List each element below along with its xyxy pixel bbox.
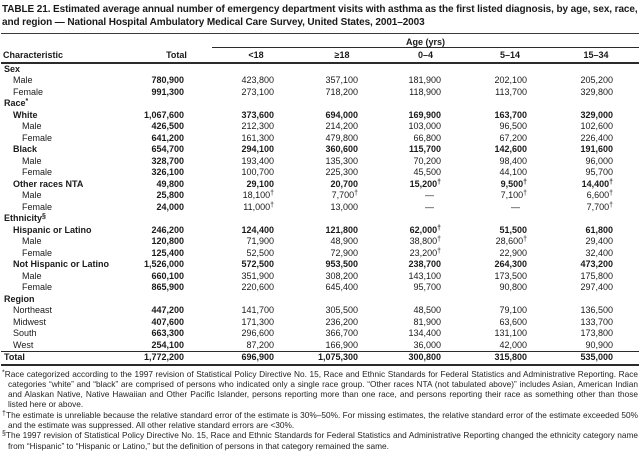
value-cell bbox=[467, 98, 553, 110]
value-cell bbox=[467, 213, 553, 225]
value-cell: 121,800 bbox=[325, 224, 358, 235]
value-cell: 98,400 bbox=[499, 155, 527, 166]
value-cell: 641,200 bbox=[151, 132, 184, 143]
value-cell: 296,600 bbox=[241, 328, 274, 338]
value-cell: 141,700 bbox=[241, 305, 274, 315]
value-cell: 1,075,300 bbox=[300, 352, 384, 365]
value-cell: 95,700 bbox=[413, 282, 441, 292]
value-cell: 225,300 bbox=[325, 167, 358, 177]
value-cell: 246,200 bbox=[151, 224, 184, 235]
row-label: Male bbox=[22, 155, 42, 166]
value-cell: 38,800† bbox=[409, 236, 441, 246]
value-cell: 991,300 bbox=[151, 86, 184, 97]
value-cell: 120,800 bbox=[151, 236, 184, 246]
footnote-marker: * bbox=[25, 98, 29, 105]
value-cell bbox=[467, 63, 553, 76]
table-row bbox=[1, 248, 639, 260]
value-cell: 193,400 bbox=[241, 155, 274, 166]
row-label: Ethnicity§ bbox=[4, 213, 46, 223]
value-cell: 136,500 bbox=[580, 305, 614, 315]
value-cell: 96,000 bbox=[585, 155, 614, 166]
value-cell bbox=[212, 294, 300, 306]
value-cell: 315,800 bbox=[467, 352, 553, 365]
value-cell: 654,700 bbox=[151, 144, 184, 154]
value-cell: 6,600† bbox=[586, 190, 614, 200]
table-row bbox=[1, 259, 639, 271]
value-cell: 294,100 bbox=[241, 144, 274, 154]
group-header-row bbox=[1, 294, 639, 306]
table-row bbox=[1, 317, 639, 329]
row-label: West bbox=[13, 339, 34, 350]
col-header-characteristic: Characteristic bbox=[1, 48, 141, 63]
value-cell: 48,900 bbox=[330, 236, 358, 246]
footnote-race-text: Race categorized according to the 1997 revision of Statistical Policy Directive No. 15, Race and Ethnic Standards for Federal Statistics and Administrative Reporting. Race categories “white” and “black” are comprised of persons who indicated only a single race group. “Other races NTA (not tabulated above)” includes Asian, American Indian and Alaskan Native, Native Hawaiian and Other Pacific Islander, persons reporting more than one race, and persons reporting their race as something other than those listed here or above. bbox=[4, 368, 638, 410]
row-label: Female bbox=[22, 201, 53, 212]
value-cell: 166,900 bbox=[325, 339, 358, 350]
age-group-spacer bbox=[1, 34, 212, 48]
footnote-ethnicity-marker: § bbox=[2, 430, 6, 438]
value-cell: 143,100 bbox=[408, 270, 441, 281]
value-cell: 297,400 bbox=[580, 282, 614, 292]
table-row bbox=[1, 144, 639, 156]
value-cell bbox=[212, 98, 300, 110]
value-cell: 131,100 bbox=[494, 328, 527, 338]
footnote-unreliable-estimate-marker: † bbox=[2, 410, 6, 418]
table-row bbox=[1, 271, 639, 283]
group-header-row bbox=[1, 63, 639, 76]
value-cell: 329,800 bbox=[580, 86, 614, 97]
value-cell: 25,800 bbox=[156, 190, 184, 200]
value-cell: 173,500 bbox=[494, 270, 527, 281]
row-label: Midwest bbox=[13, 316, 47, 327]
value-cell: 118,900 bbox=[409, 86, 441, 97]
row-label: Female bbox=[22, 132, 53, 143]
table-row bbox=[1, 202, 639, 214]
value-cell: 202,100 bbox=[494, 75, 527, 85]
value-cell: 660,100 bbox=[151, 270, 184, 281]
value-cell: 220,600 bbox=[241, 282, 274, 292]
value-cell: 328,700 bbox=[151, 155, 184, 166]
value-cell: 308,200 bbox=[325, 270, 358, 281]
value-cell: 7,100† bbox=[500, 190, 527, 200]
footnote-marker: † bbox=[523, 178, 527, 186]
value-cell: 22,900 bbox=[499, 247, 527, 258]
value-cell bbox=[212, 213, 300, 225]
value-cell: 49,800 bbox=[156, 178, 184, 189]
value-cell: 113,700 bbox=[495, 86, 527, 97]
value-cell: 81,900 bbox=[413, 316, 441, 327]
value-cell: 36,000 bbox=[413, 339, 441, 350]
value-cell: 663,300 bbox=[151, 328, 184, 338]
column-header-row bbox=[1, 48, 639, 63]
row-label: Male bbox=[22, 236, 42, 246]
value-cell: 23,200† bbox=[409, 247, 441, 258]
value-cell: 161,300 bbox=[241, 132, 274, 143]
row-label: White bbox=[13, 109, 38, 120]
value-cell: 45,500 bbox=[413, 167, 441, 177]
col-header-18plus: ≥18 bbox=[300, 48, 384, 63]
value-cell: 13,000 bbox=[330, 201, 358, 212]
row-label: Male bbox=[22, 270, 42, 281]
footnote-marker: † bbox=[523, 236, 527, 243]
value-cell: 181,900 bbox=[408, 75, 441, 85]
value-cell: 24,000 bbox=[156, 201, 184, 212]
value-cell bbox=[384, 294, 467, 306]
value-cell: 125,400 bbox=[151, 247, 184, 258]
footnote-race bbox=[2, 369, 638, 410]
value-cell: — bbox=[511, 201, 520, 212]
value-cell bbox=[384, 98, 467, 110]
value-cell: — bbox=[425, 190, 434, 200]
value-cell: 326,100 bbox=[151, 167, 184, 177]
value-cell: 134,400 bbox=[408, 328, 441, 338]
value-cell: 205,200 bbox=[580, 75, 614, 85]
table-row bbox=[1, 87, 639, 99]
value-cell: 173,800 bbox=[580, 328, 614, 338]
value-cell: 96,500 bbox=[499, 121, 527, 131]
value-cell: 11,000† bbox=[243, 201, 274, 212]
value-cell: 15,200† bbox=[409, 178, 441, 189]
group-header-row bbox=[1, 213, 639, 225]
value-cell bbox=[553, 294, 639, 306]
value-cell: 254,100 bbox=[151, 339, 184, 350]
value-cell: 175,800 bbox=[580, 270, 614, 281]
table-row bbox=[1, 340, 639, 352]
value-cell: 20,700 bbox=[330, 178, 358, 189]
value-cell: 29,400 bbox=[585, 236, 614, 246]
value-cell: 351,900 bbox=[241, 270, 274, 281]
table-row bbox=[1, 167, 639, 179]
table-row bbox=[1, 156, 639, 168]
value-cell: 102,600 bbox=[580, 121, 614, 131]
value-cell: — bbox=[425, 201, 434, 212]
value-cell: 953,500 bbox=[325, 259, 358, 269]
value-cell: 71,900 bbox=[246, 236, 274, 246]
footnote-marker: † bbox=[437, 178, 441, 186]
value-cell: 214,200 bbox=[325, 121, 358, 131]
group-header-row bbox=[1, 98, 639, 110]
col-header-5-14: 5–14 bbox=[467, 48, 553, 63]
value-cell: 447,200 bbox=[151, 305, 184, 315]
value-cell bbox=[384, 63, 467, 76]
value-cell: 373,600 bbox=[241, 109, 274, 120]
value-cell: 357,100 bbox=[325, 75, 358, 85]
row-label: Sex bbox=[4, 63, 21, 74]
table-row bbox=[1, 190, 639, 202]
value-cell: 67,200 bbox=[499, 132, 527, 143]
value-cell: 32,400 bbox=[585, 247, 614, 258]
value-cell: 62,000† bbox=[409, 224, 441, 235]
age-group-header: Age (yrs) bbox=[212, 34, 639, 48]
value-cell: 264,300 bbox=[494, 259, 527, 269]
value-cell: 366,700 bbox=[325, 328, 358, 338]
value-cell bbox=[553, 98, 639, 110]
footnote-marker: † bbox=[437, 236, 441, 243]
value-cell: 645,400 bbox=[325, 282, 358, 292]
value-cell: 18,100† bbox=[242, 190, 274, 200]
value-cell: 95,700 bbox=[585, 167, 614, 177]
value-cell: 360,600 bbox=[325, 144, 358, 154]
col-header-15-34: 15–34 bbox=[553, 48, 639, 63]
row-label: Male bbox=[22, 121, 42, 131]
footnote-race-marker: * bbox=[2, 369, 5, 376]
footnote-marker: † bbox=[437, 247, 441, 255]
footnote-marker: † bbox=[523, 190, 527, 197]
value-cell: 61,800 bbox=[585, 224, 614, 235]
footnote-marker: † bbox=[609, 190, 614, 197]
value-cell bbox=[300, 63, 384, 76]
value-cell: 115,700 bbox=[408, 144, 441, 154]
value-cell: 28,600† bbox=[495, 236, 527, 246]
value-cell: 426,500 bbox=[151, 121, 184, 131]
value-cell: 52,500 bbox=[246, 247, 274, 258]
footnote-unreliable-estimate-text: The estimate is unreliable because the relative standard error of the estimate is 30%–50%. For missing estimates, the relative standard error of the estimate exceeded 50% and the estimate was suppressed. All other relative standard errors are <30%. bbox=[6, 409, 638, 430]
value-cell bbox=[467, 294, 553, 306]
value-cell bbox=[300, 98, 384, 110]
value-cell bbox=[384, 213, 467, 225]
value-cell: 238,700 bbox=[408, 259, 441, 269]
value-cell: 90,800 bbox=[499, 282, 527, 292]
value-cell: 14,400† bbox=[581, 178, 614, 189]
value-cell: 535,000 bbox=[553, 352, 639, 365]
table-row bbox=[1, 236, 639, 248]
value-cell: 29,100 bbox=[246, 178, 274, 189]
value-cell: 1,526,000 bbox=[143, 259, 184, 269]
footnote-marker: † bbox=[609, 201, 614, 209]
value-cell: 780,900 bbox=[151, 75, 184, 85]
value-cell: 212,300 bbox=[241, 121, 274, 131]
row-label: Northeast bbox=[13, 305, 53, 315]
value-cell: 72,900 bbox=[330, 247, 358, 258]
value-cell: 407,600 bbox=[151, 316, 184, 327]
value-cell bbox=[141, 294, 212, 306]
value-cell bbox=[141, 98, 212, 110]
col-header-0-4: 0–4 bbox=[384, 48, 467, 63]
value-cell: 142,600 bbox=[494, 144, 527, 154]
value-cell: 169,900 bbox=[408, 109, 441, 120]
value-cell: 300,800 bbox=[384, 352, 467, 365]
value-cell: 305,500 bbox=[325, 305, 358, 315]
value-cell: 572,500 bbox=[241, 259, 274, 269]
footnote-unreliable-estimate bbox=[2, 410, 638, 431]
value-cell: 865,900 bbox=[151, 282, 184, 292]
table-row bbox=[1, 121, 639, 133]
value-cell bbox=[553, 213, 639, 225]
row-label: Male bbox=[13, 75, 33, 85]
value-cell: 1,067,600 bbox=[143, 109, 184, 120]
value-cell: 7,700† bbox=[331, 190, 358, 200]
table-row bbox=[1, 328, 639, 340]
col-header-total: Total bbox=[141, 48, 212, 63]
value-cell: 473,200 bbox=[580, 259, 614, 269]
table-row bbox=[1, 133, 639, 145]
footnote-marker: † bbox=[354, 190, 358, 197]
value-cell: 423,800 bbox=[241, 75, 274, 85]
value-cell: 329,000 bbox=[580, 109, 614, 120]
table-row bbox=[1, 352, 639, 365]
row-label: Other races NTA bbox=[13, 178, 84, 189]
row-label: Female bbox=[22, 167, 53, 177]
value-cell: 135,300 bbox=[325, 155, 358, 166]
footnote-marker: § bbox=[42, 213, 46, 220]
footnote-marker: † bbox=[270, 190, 274, 197]
row-label: Not Hispanic or Latino bbox=[13, 259, 110, 269]
footnote-ethnicity bbox=[2, 430, 638, 451]
value-cell: 51,500 bbox=[499, 224, 527, 235]
table-row bbox=[1, 110, 639, 122]
value-cell: 70,200 bbox=[413, 155, 441, 166]
value-cell: 90,900 bbox=[585, 339, 614, 350]
footnotes bbox=[0, 366, 640, 451]
value-cell: 44,100 bbox=[499, 167, 527, 177]
value-cell: 191,600 bbox=[580, 144, 614, 154]
row-label: Black bbox=[13, 144, 38, 154]
value-cell: 103,000 bbox=[408, 121, 441, 131]
value-cell: 696,900 bbox=[212, 352, 300, 365]
table-title: TABLE 21. Estimated average annual number of emergency department visits with asthma as the first listed diagnosis, by age, sex, race, and region — National Hospital Ambulatory Medical Care Survey, United States, 2001–2003 bbox=[2, 4, 638, 28]
row-label: Hispanic or Latino bbox=[13, 224, 92, 235]
table-header bbox=[1, 34, 639, 63]
value-cell bbox=[300, 294, 384, 306]
footnote-marker: † bbox=[270, 201, 274, 209]
value-cell: 718,200 bbox=[325, 86, 358, 97]
value-cell: 79,100 bbox=[499, 305, 527, 315]
value-cell bbox=[553, 63, 639, 76]
value-cell: 63,600 bbox=[499, 316, 527, 327]
row-label: Male bbox=[22, 190, 42, 200]
row-label: Region bbox=[4, 293, 35, 304]
value-cell: 133,700 bbox=[580, 316, 614, 327]
value-cell: 171,300 bbox=[241, 316, 274, 327]
table-row bbox=[1, 305, 639, 317]
value-cell bbox=[141, 213, 212, 225]
age-group-row bbox=[1, 34, 639, 48]
value-cell: 694,000 bbox=[325, 109, 358, 120]
row-label: Race* bbox=[4, 98, 29, 108]
row-label: Female bbox=[22, 247, 53, 258]
row-label: Female bbox=[22, 282, 53, 292]
value-cell: 87,200 bbox=[246, 339, 274, 350]
table-row bbox=[1, 179, 639, 191]
value-cell: 163,700 bbox=[494, 109, 527, 120]
value-cell: 7,700† bbox=[586, 201, 614, 212]
table-row bbox=[1, 225, 639, 237]
value-cell bbox=[212, 63, 300, 76]
value-cell bbox=[300, 213, 384, 225]
footnote-marker: † bbox=[437, 224, 441, 232]
value-cell: 1,772,200 bbox=[141, 352, 212, 365]
value-cell: 479,800 bbox=[325, 132, 358, 143]
table-body bbox=[1, 63, 639, 365]
value-cell: 226,400 bbox=[580, 132, 614, 143]
value-cell: 236,200 bbox=[325, 316, 358, 327]
value-cell: 66,800 bbox=[413, 132, 441, 143]
value-cell bbox=[141, 63, 212, 76]
value-cell: 273,100 bbox=[241, 86, 274, 97]
row-label: Female bbox=[13, 86, 44, 97]
row-label: Total bbox=[1, 352, 141, 365]
row-label: South bbox=[13, 328, 37, 338]
footnote-ethnicity-text: The 1997 revision of Statistical Policy Directive No. 15, Race and Ethnic Standards for Federal Statistics and Administrative Reporting changed the ethnicity category name from “Hispanic” to “Hispanic or Latino,” but the definition of persons in that category remained the same. bbox=[5, 430, 638, 451]
table-row bbox=[1, 75, 639, 87]
value-cell: 48,500 bbox=[413, 305, 441, 315]
col-header-under18: <18 bbox=[212, 48, 300, 63]
table-row bbox=[1, 282, 639, 294]
value-cell: 100,700 bbox=[241, 167, 274, 177]
value-cell: 9,500† bbox=[500, 178, 527, 189]
value-cell: 42,000 bbox=[499, 339, 527, 350]
value-cell: 124,400 bbox=[241, 224, 274, 235]
footnote-marker: † bbox=[609, 178, 614, 186]
asthma-ed-visits-table bbox=[1, 33, 639, 366]
